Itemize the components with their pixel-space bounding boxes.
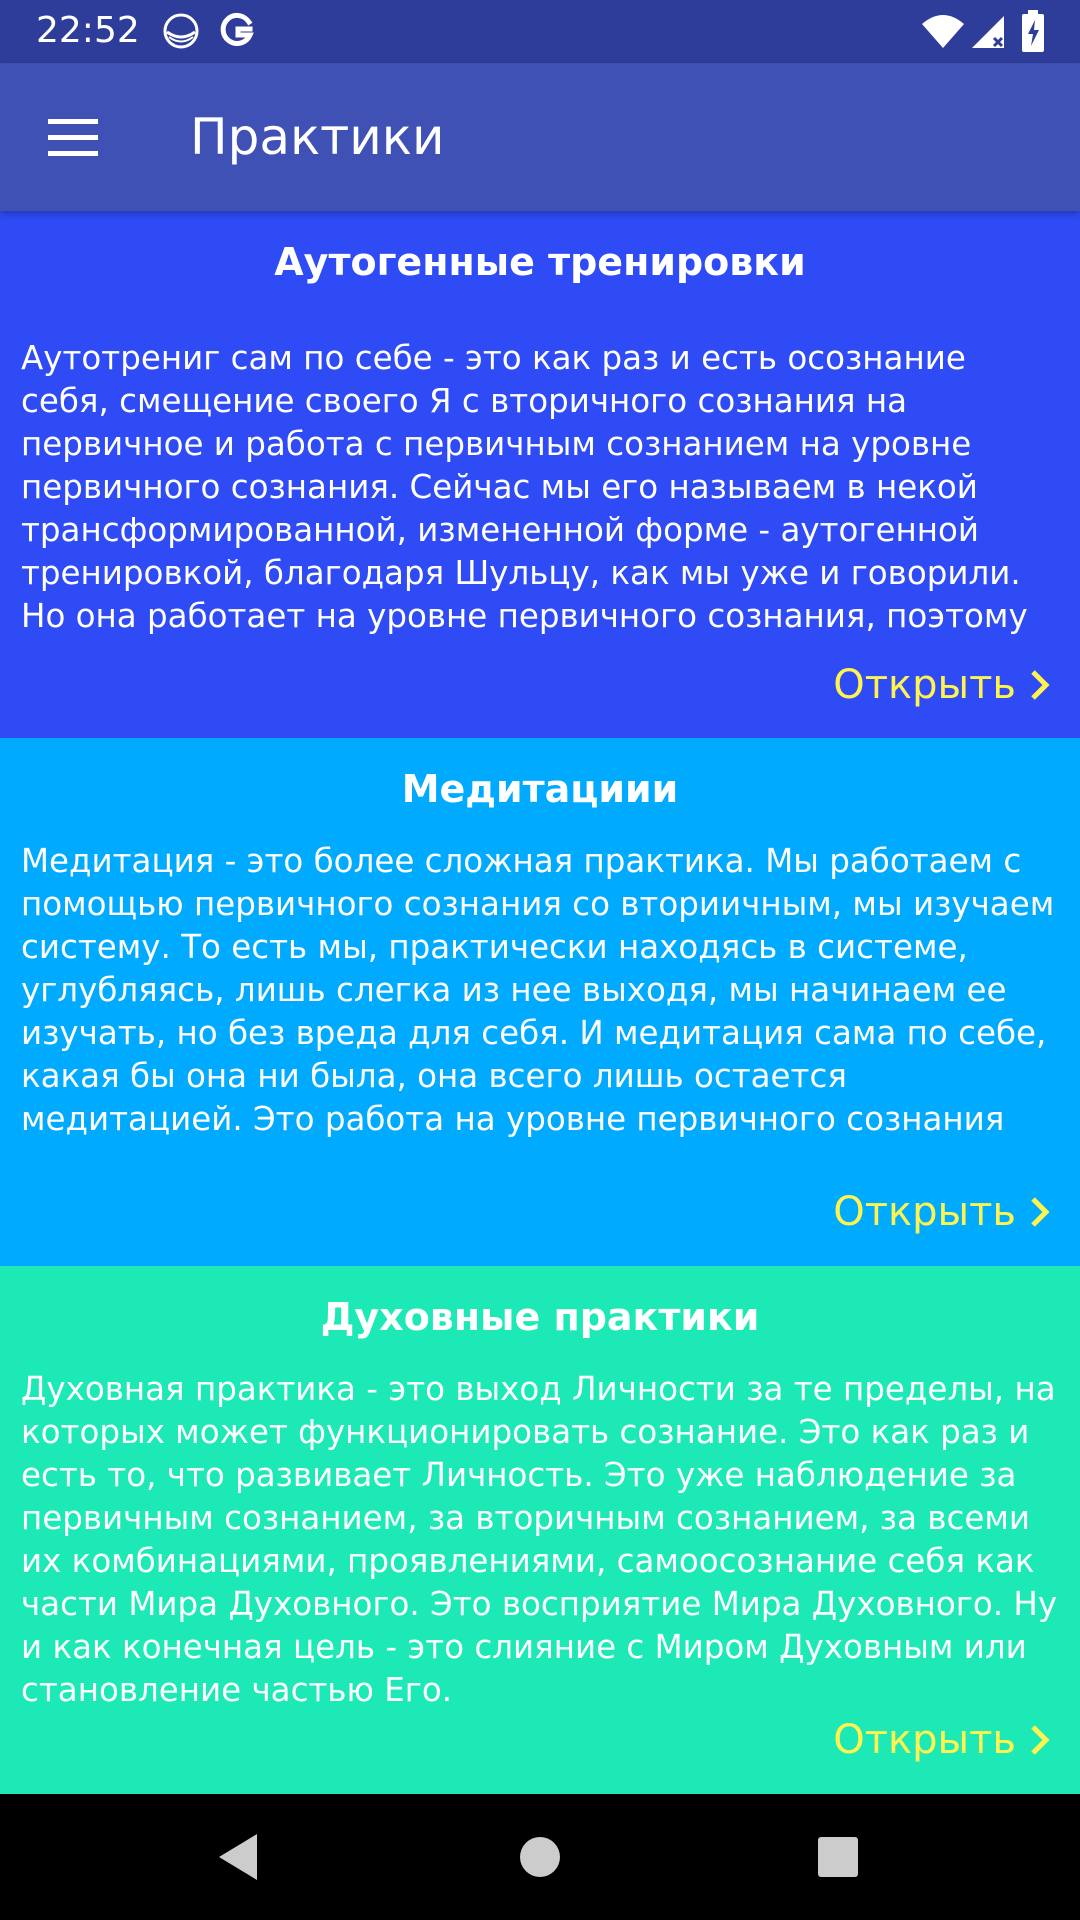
home-icon[interactable] — [505, 1822, 575, 1892]
open-button-label: Открыть — [833, 662, 1016, 708]
practice-card-autogenic — [0, 211, 1080, 738]
wifi-icon — [920, 8, 966, 54]
chevron-right-icon — [1028, 667, 1052, 703]
back-icon[interactable] — [205, 1822, 275, 1892]
signal-icon — [968, 8, 1008, 54]
google-icon — [216, 8, 256, 54]
open-button-label: Открыть — [833, 1717, 1016, 1763]
open-button-autogenic[interactable] — [833, 657, 1052, 713]
practice-card-meditation — [0, 738, 1080, 1266]
navigation-bar — [0, 1794, 1080, 1920]
chevron-right-icon — [1028, 1722, 1052, 1758]
status-time: 22:52 — [36, 10, 140, 51]
page-title: Практики — [190, 108, 445, 166]
circle-notification-icon — [158, 8, 204, 54]
card-title: Медитациии — [401, 767, 679, 811]
practice-card-spiritual — [0, 1266, 1080, 1794]
open-button-label: Открыть — [833, 1189, 1016, 1235]
hamburger-menu-icon[interactable] — [30, 107, 116, 167]
battery-icon — [1018, 8, 1048, 54]
chevron-right-icon — [1028, 1194, 1052, 1230]
status-bar — [0, 0, 1080, 63]
card-title: Аутогенные тренировки — [274, 240, 806, 284]
open-button-meditation[interactable] — [833, 1184, 1052, 1240]
card-description: Медитация - это более сложная практика. Мы работаем с помощью первичного сознания со вториичным, мы изучаем систему. То есть мы, практически находясь в системе, углубляясь, лишь слегка из нее выходя, мы начинаем ее изучать, но без вреда для себя. И медитация сама по себе, какая бы она ни была, она всего лишь остается медитацией. Это работа на уровне первичного сознания — [21, 842, 1055, 1138]
app-bar — [0, 63, 1080, 211]
open-button-spiritual[interactable] — [833, 1712, 1052, 1768]
card-title: Духовные практики — [320, 1295, 760, 1339]
card-description: Духовная практика - это выход Личности за те пределы, на которых может функционировать сознание. Это как раз и есть то, что развивает Личность. Это уже наблюдение за первичным сознанием, за вторичным сознанием, за всеми их комбинациями, проявлениями, самоосознание себя как части Мира Духовного. Это восприятие Мира Духовного. Ну и как конечная цель - это слияние с Миром Духовным или становление частью Его. — [21, 1370, 1058, 1709]
recents-icon[interactable] — [803, 1822, 873, 1892]
card-description: Аутотрениг сам по себе - это как раз и есть осознание себя, смещение своего Я с вторичного сознания на первичное и работа с первичным сознанием на уровне первичного сознания. Сейчас мы его называем в некой трансформированной, измененной форме - аутогенной тренировкой, благодаря Шульцу, как мы уже и говорили. Но она работает на уровне первичного сознания, поэтому — [21, 339, 1028, 635]
